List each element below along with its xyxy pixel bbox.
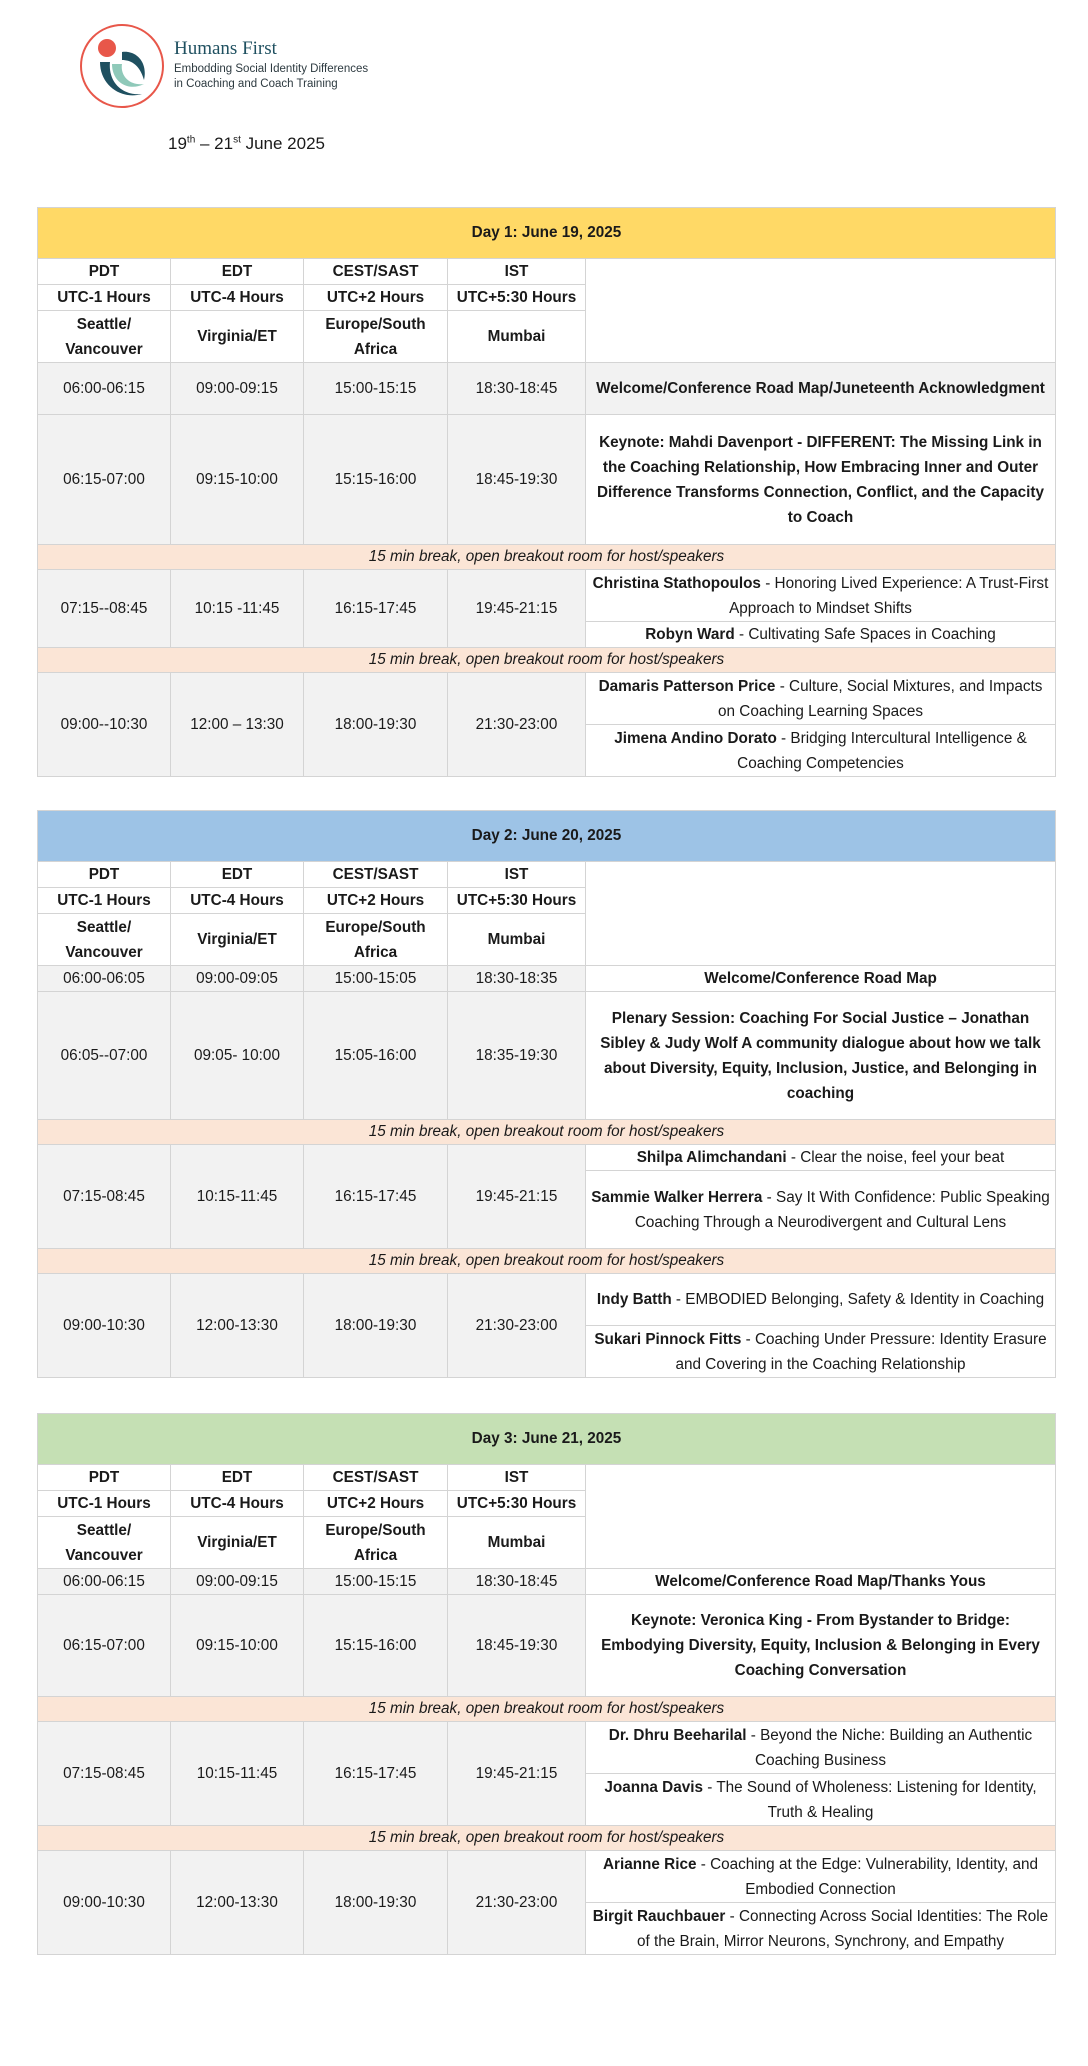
city-edt: Virginia/ET — [171, 914, 304, 966]
time-cell: 09:00-09:15 — [171, 1569, 304, 1595]
time-cell: 09:05- 10:00 — [171, 992, 304, 1120]
time-cell: 21:30-23:00 — [448, 673, 586, 777]
session-entry: Sammie Walker Herrera - Say It With Confidence: Public Speaking Coaching Through a Neurodivergent and Cultural Lens — [586, 1171, 1056, 1249]
session-keynote: Keynote: Mahdi Davenport - DIFFERENT: The Missing Link in the Coaching Relationship, How Embracing Inner and Outer Difference Transforms Connection, Conflict, and the Capacity to Coach — [586, 415, 1056, 545]
day-title: Day 1: June 19, 2025 — [38, 208, 1056, 259]
time-cell: 09:00-10:30 — [38, 1851, 171, 1955]
break-row: 15 min break, open breakout room for host/speakers — [38, 1249, 1056, 1274]
session-entry: Joanna Davis - The Sound of Wholeness: Listening for Identity, Truth & Healing — [586, 1774, 1056, 1826]
header-blank — [586, 1465, 1056, 1569]
time-cell: 06:15-07:00 — [38, 415, 171, 545]
time-cell: 19:45-21:15 — [448, 1145, 586, 1249]
offset-edt: UTC-4 Hours — [171, 285, 304, 311]
zone-ist: IST — [448, 862, 586, 888]
time-cell: 07:15--08:45 — [38, 570, 171, 648]
session-entry: Indy Batth - EMBODIED Belonging, Safety & Identity in Coaching — [586, 1274, 1056, 1326]
time-cell: 15:05-16:00 — [304, 992, 448, 1120]
session-entry: Robyn Ward - Cultivating Safe Spaces in Coaching — [586, 622, 1056, 648]
zone-cest-sast: CEST/SAST — [304, 1465, 448, 1491]
city-pdt: Seattle/ Vancouver — [38, 1517, 171, 1569]
time-cell: 18:45-19:30 — [448, 415, 586, 545]
break-row: 15 min break, open breakout room for host/speakers — [38, 1697, 1056, 1722]
time-cell: 10:15 -11:45 — [171, 570, 304, 648]
session-entry: Sukari Pinnock Fitts - Coaching Under Pressure: Identity Erasure and Covering in the Coaching Relationship — [586, 1326, 1056, 1378]
day-title: Day 2: June 20, 2025 — [38, 811, 1056, 862]
session-entry: Birgit Rauchbauer - Connecting Across Social Identities: The Role of the Brain, Mirror Neurons, Synchrony, and Empathy — [586, 1903, 1056, 1955]
time-cell: 15:00-15:15 — [304, 1569, 448, 1595]
time-cell: 21:30-23:00 — [448, 1851, 586, 1955]
time-cell: 18:45-19:30 — [448, 1595, 586, 1697]
time-cell: 18:30-18:35 — [448, 966, 586, 992]
time-cell: 06:05--07:00 — [38, 992, 171, 1120]
time-cell: 12:00-13:30 — [171, 1851, 304, 1955]
offset-edt: UTC-4 Hours — [171, 888, 304, 914]
time-cell: 09:00-10:30 — [38, 1274, 171, 1378]
zone-cest-sast: CEST/SAST — [304, 862, 448, 888]
event-dates: 19th – 21st June 2025 — [168, 134, 326, 153]
session-entry: Arianne Rice - Coaching at the Edge: Vulnerability, Identity, and Embodied Connection — [586, 1851, 1056, 1903]
time-cell: 07:15-08:45 — [38, 1722, 171, 1826]
session-entry: Dr. Dhru Beeharilal - Beyond the Niche: Building an Authentic Coaching Business — [586, 1722, 1056, 1774]
city-cest: Europe/South Africa — [304, 1517, 448, 1569]
zone-pdt: PDT — [38, 259, 171, 285]
time-cell: 15:00-15:05 — [304, 966, 448, 992]
offset-pdt: UTC-1 Hours — [38, 1491, 171, 1517]
time-cell: 15:00-15:15 — [304, 363, 448, 415]
brand-title: Humans First — [174, 38, 277, 59]
time-cell: 06:00-06:15 — [38, 1569, 171, 1595]
offset-cest: UTC+2 Hours — [304, 285, 448, 311]
offset-ist: UTC+5:30 Hours — [448, 285, 586, 311]
time-cell: 06:15-07:00 — [38, 1595, 171, 1697]
time-cell: 19:45-21:15 — [448, 1722, 586, 1826]
time-cell: 16:15-17:45 — [304, 1145, 448, 1249]
time-cell: 09:15-10:00 — [171, 415, 304, 545]
zone-cest-sast: CEST/SAST — [304, 259, 448, 285]
time-cell: 07:15-08:45 — [38, 1145, 171, 1249]
time-cell: 18:35-19:30 — [448, 992, 586, 1120]
offset-ist: UTC+5:30 Hours — [448, 888, 586, 914]
session-entry: Jimena Andino Dorato - Bridging Intercultural Intelligence & Coaching Competencies — [586, 725, 1056, 777]
city-edt: Virginia/ET — [171, 311, 304, 363]
city-ist: Mumbai — [448, 914, 586, 966]
session-welcome: Welcome/Conference Road Map/Thanks Yous — [586, 1569, 1056, 1595]
time-cell: 06:00-06:05 — [38, 966, 171, 992]
break-row: 15 min break, open breakout room for host/speakers — [38, 1826, 1056, 1851]
time-cell: 19:45-21:15 — [448, 570, 586, 648]
session-welcome: Welcome/Conference Road Map/Juneteenth Acknowledgment — [586, 363, 1056, 415]
day-3-schedule-table — [37, 1413, 1056, 1955]
time-cell: 12:00 – 13:30 — [171, 673, 304, 777]
zone-ist: IST — [448, 259, 586, 285]
brand-subtitle: Embodding Social Identity Differences in Coaching and Coach Training — [174, 63, 369, 90]
day-1-schedule-table — [37, 207, 1056, 777]
time-cell: 09:15-10:00 — [171, 1595, 304, 1697]
time-cell: 18:30-18:45 — [448, 363, 586, 415]
city-cest: Europe/South Africa — [304, 914, 448, 966]
session-keynote: Keynote: Veronica King - From Bystander to Bridge: Embodying Diversity, Equity, Inclusion & Belonging in Every Coaching Conversation — [586, 1595, 1056, 1697]
offset-pdt: UTC-1 Hours — [38, 888, 171, 914]
humans-first-logo-icon — [78, 22, 166, 110]
zone-edt: EDT — [171, 259, 304, 285]
time-cell: 10:15-11:45 — [171, 1722, 304, 1826]
time-cell: 09:00--10:30 — [38, 673, 171, 777]
session-entry: Shilpa Alimchandani - Clear the noise, feel your beat — [586, 1145, 1056, 1171]
time-cell: 09:00-09:05 — [171, 966, 304, 992]
zone-pdt: PDT — [38, 862, 171, 888]
time-cell: 15:15-16:00 — [304, 415, 448, 545]
session-entry: Damaris Patterson Price - Culture, Social Mixtures, and Impacts on Coaching Learning Spaces — [586, 673, 1056, 725]
offset-edt: UTC-4 Hours — [171, 1491, 304, 1517]
time-cell: 06:00-06:15 — [38, 363, 171, 415]
brand-logo — [78, 22, 398, 114]
time-cell: 15:15-16:00 — [304, 1595, 448, 1697]
city-ist: Mumbai — [448, 1517, 586, 1569]
break-row: 15 min break, open breakout room for host/speakers — [38, 648, 1056, 673]
zone-edt: EDT — [171, 862, 304, 888]
time-cell: 18:30-18:45 — [448, 1569, 586, 1595]
time-cell: 18:00-19:30 — [304, 1851, 448, 1955]
session-plenary: Plenary Session: Coaching For Social Justice – Jonathan Sibley & Judy Wolf A community dialogue about how we talk about Diversity, Equity, Inclusion, Justice, and Belonging in coaching — [586, 992, 1056, 1120]
break-row: 15 min break, open breakout room for host/speakers — [38, 545, 1056, 570]
offset-cest: UTC+2 Hours — [304, 1491, 448, 1517]
time-cell: 18:00-19:30 — [304, 1274, 448, 1378]
day-title: Day 3: June 21, 2025 — [38, 1414, 1056, 1465]
header-blank — [586, 862, 1056, 966]
session-welcome: Welcome/Conference Road Map — [586, 966, 1056, 992]
header-blank — [586, 259, 1056, 363]
break-row: 15 min break, open breakout room for host/speakers — [38, 1120, 1056, 1145]
city-pdt: Seattle/ Vancouver — [38, 914, 171, 966]
time-cell: 16:15-17:45 — [304, 1722, 448, 1826]
city-ist: Mumbai — [448, 311, 586, 363]
time-cell: 12:00-13:30 — [171, 1274, 304, 1378]
session-entry: Christina Stathopoulos - Honoring Lived Experience: A Trust-First Approach to Mindset Shifts — [586, 570, 1056, 622]
city-edt: Virginia/ET — [171, 1517, 304, 1569]
zone-pdt: PDT — [38, 1465, 171, 1491]
offset-cest: UTC+2 Hours — [304, 888, 448, 914]
time-cell: 16:15-17:45 — [304, 570, 448, 648]
offset-ist: UTC+5:30 Hours — [448, 1491, 586, 1517]
offset-pdt: UTC-1 Hours — [38, 285, 171, 311]
day-2-schedule-table — [37, 810, 1056, 1378]
time-cell: 18:00-19:30 — [304, 673, 448, 777]
zone-edt: EDT — [171, 1465, 304, 1491]
city-cest: Europe/South Africa — [304, 311, 448, 363]
time-cell: 09:00-09:15 — [171, 363, 304, 415]
time-cell: 10:15-11:45 — [171, 1145, 304, 1249]
zone-ist: IST — [448, 1465, 586, 1491]
city-pdt: Seattle/ Vancouver — [38, 311, 171, 363]
time-cell: 21:30-23:00 — [448, 1274, 586, 1378]
